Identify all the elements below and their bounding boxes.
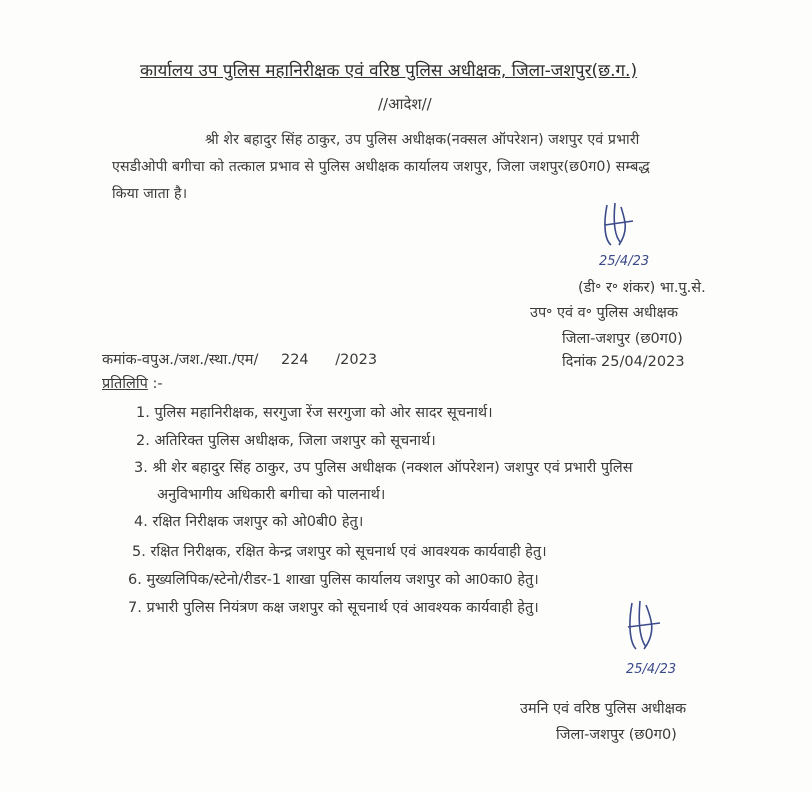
signature-2	[612, 595, 702, 685]
signatory-designation: उप॰ एवं व॰ पुलिस अधीक्षक	[530, 305, 679, 321]
office-title: कार्यालय उप पुलिस महानिरीक्षक एवं वरिष्ठ पुलिस अधीक्षक, जिला-जशपुर(छ.ग.)	[140, 61, 638, 81]
list-item: 4. रक्षित निरीक्षक जशपुर को ओ0बी0 हेतु।	[134, 514, 364, 530]
signature-2-initials: 25/4/23	[626, 662, 677, 677]
body-line: किया जाता है।	[112, 186, 188, 202]
list-item: 7. प्रभारी पुलिस नियंत्रण कक्ष जशपुर को सूचनार्थ एवं आवश्यक कार्यवाही हेतु।	[128, 600, 539, 616]
signature-1	[585, 195, 675, 275]
reference-year: /2023	[335, 352, 378, 368]
copy-heading-suffix: :-	[152, 376, 163, 392]
order-date: दिनांक 25/04/2023	[562, 354, 685, 370]
signatory-district: जिला-जशपुर (छ0ग0)	[562, 331, 683, 347]
order-heading: //आदेश//	[378, 95, 432, 113]
body-line: एसडीओपी बगीचा को तत्काल प्रभाव से पुलिस अधीक्षक कार्यालय जशपुर, जिला जशपुर(छ0ग0) सम्बद्ध	[112, 159, 650, 175]
list-item: 6. मुख्यलिपिक/स्टेनो/रीडर-1 शाखा पुलिस कार्यालय जशपुर को आ0का0 हेतु।	[128, 572, 539, 588]
reference-number	[102, 349, 377, 369]
copy-heading	[102, 373, 163, 393]
copy-heading-label: प्रतिलिपि	[102, 376, 148, 392]
signatory-2-designation: उमनि एवं वरिष्ठ पुलिस अधीक्षक	[520, 701, 687, 717]
list-item: 2. अतिरिक्त पुलिस अधीक्षक, जिला जशपुर को सूचनार्थ।	[136, 433, 436, 449]
signatory-name: (डी॰ र॰ शंकर) भा.पु.से.	[578, 280, 706, 296]
signature-1-initials: 25/4/23	[599, 254, 650, 269]
list-item: 1. पुलिस महानिरीक्षक, सरगुजा रेंज सरगुजा को ओर सादर सूचनार्थ।	[136, 405, 493, 421]
list-item-continuation: अनुविभागीय अधिकारी बगीचा को पालनार्थ।	[157, 487, 386, 503]
body-line: श्री शेर बहादुर सिंह ठाकुर, उप पुलिस अधीक्षक(नक्सल ऑपरेशन) जशपुर एवं प्रभारी	[205, 132, 640, 148]
list-item: 3. श्री शेर बहादुर सिंह ठाकुर, उप पुलिस अधीक्षक (नक्शल ऑपरेशन) जशपुर एवं प्रभारी पुलिस	[134, 460, 633, 476]
reference-no: 224	[280, 352, 309, 368]
list-item: 5. रक्षित निरीक्षक, रक्षित केन्द्र जशपुर को सूचनार्थ एवं आवश्यक कार्यवाही हेतु।	[132, 544, 547, 560]
signatory-2-district: जिला-जशपुर (छ0ग0)	[556, 727, 677, 743]
reference-prefix: कमांक-वपुअ./जश./स्था./एम/	[102, 352, 259, 368]
